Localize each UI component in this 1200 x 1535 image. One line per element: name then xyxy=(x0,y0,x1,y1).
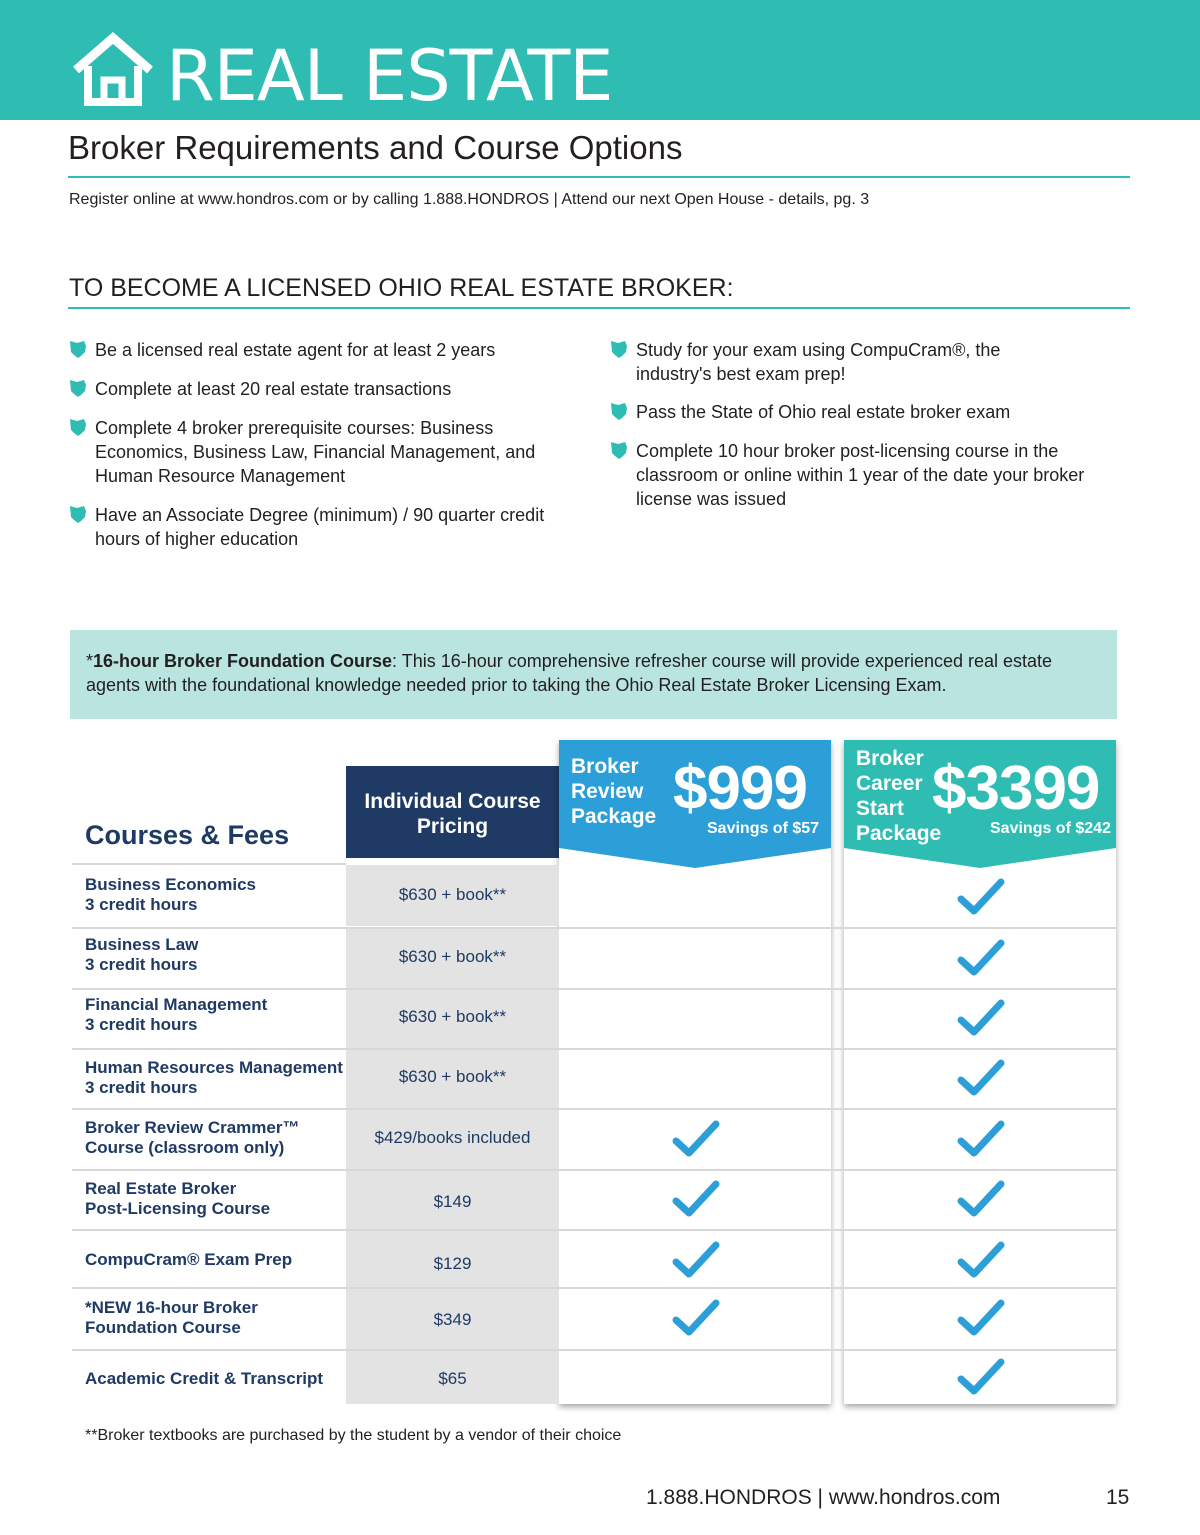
row-divider xyxy=(72,1349,1116,1351)
ohio-bullet-icon xyxy=(610,441,628,460)
requirements-right xyxy=(610,338,1130,511)
checkmark-icon xyxy=(957,1179,1005,1219)
package-price: $3399 xyxy=(932,754,1100,823)
ohio-bullet-icon xyxy=(69,379,87,398)
requirement-item: Have an Associate Degree (minimum) / 90 quarter credit hours of higher education xyxy=(69,503,549,551)
ohio-bullet-icon xyxy=(69,505,87,524)
table-row-price: $349 xyxy=(433,1310,472,1329)
ohio-bullet-icon xyxy=(610,402,628,421)
requirement-item: Be a licensed real estate agent for at least 2 years xyxy=(69,338,549,362)
note-course-name: 16-hour Broker Foundation Course xyxy=(93,651,393,671)
checkmark-icon xyxy=(957,1298,1005,1338)
requirements-left xyxy=(69,338,549,551)
footer-contact: 1.888.HONDROS | www.hondros.com xyxy=(646,1486,1001,1509)
table-row-label: Human Resources Management 3 credit hours xyxy=(85,1058,343,1097)
ohio-bullet-icon xyxy=(69,418,87,437)
page-number: 15 xyxy=(1106,1486,1130,1509)
package-price: $999 xyxy=(673,754,807,823)
row-divider xyxy=(72,988,1116,990)
package-savings: Savings of $242 xyxy=(990,820,1111,837)
package-savings: Savings of $57 xyxy=(707,820,820,837)
checkmark-icon xyxy=(672,1179,720,1219)
checkmark-icon xyxy=(957,1240,1005,1280)
footnote: **Broker textbooks are purchased by the student by a vendor of their choice xyxy=(85,1427,622,1444)
checkmark-icon xyxy=(957,1119,1005,1159)
requirement-item: Complete 10 hour broker post-licensing course in the classroom or online within 1 year of the date your broker license was issued xyxy=(610,439,1130,511)
row-divider xyxy=(72,1169,1116,1171)
checkmark-icon xyxy=(957,877,1005,917)
table-row-price: $65 xyxy=(438,1369,467,1388)
table-row-price: $149 xyxy=(433,1192,472,1211)
requirement-item: Study for your exam using CompuCram®, the industry's best exam prep! xyxy=(610,338,1010,386)
table-row-label: Financial Management 3 credit hours xyxy=(85,995,268,1034)
table-row-label: Broker Review Crammer™ Course (classroom only) xyxy=(85,1118,300,1157)
package-name: Broker Career Start Package xyxy=(856,747,942,845)
checkmark-icon xyxy=(957,998,1005,1038)
register-line: Register online at www.hondros.com or by calling 1.888.HONDROS | Attend our next Open House - details, pg. 3 xyxy=(69,191,870,208)
table-row-price: $630 + book** xyxy=(398,885,507,904)
checkmark-icon xyxy=(957,1058,1005,1098)
checkmark-icon xyxy=(957,938,1005,978)
section-heading: TO BECOME A LICENSED OHIO REAL ESTATE BROKER: xyxy=(69,274,734,302)
requirement-item: Pass the State of Ohio real estate broker exam xyxy=(610,400,1130,424)
table-row-label: Business Law 3 credit hours xyxy=(85,935,199,974)
divider xyxy=(68,176,1130,178)
note-text: : This 16-hour comprehensive refresher course will provide experienced real estate agents with the foundational knowledge needed prior to taking the Ohio Real Estate Broker Licensing Exam. xyxy=(86,651,1053,695)
row-divider xyxy=(72,1287,1116,1289)
courses-fees-title: Courses & Fees xyxy=(85,820,290,850)
row-divider xyxy=(72,863,346,865)
individual-pricing-header: Individual Course Pricing xyxy=(346,766,559,858)
house-icon xyxy=(68,30,158,110)
row-divider xyxy=(72,1108,1116,1110)
row-divider xyxy=(72,1229,1116,1231)
table-row-label: CompuCram® Exam Prep xyxy=(85,1250,293,1269)
requirement-item: Complete 4 broker prerequisite courses: Business Economics, Business Law, Financial Management, and Human Resource Management xyxy=(69,416,549,488)
row-divider xyxy=(72,1048,1116,1050)
header-banner xyxy=(0,0,1200,120)
table-row-label: Academic Credit & Transcript xyxy=(85,1369,324,1388)
page-subtitle: Broker Requirements and Course Options xyxy=(68,129,683,166)
table-row-price: $630 + book** xyxy=(398,1007,507,1026)
checkmark-icon xyxy=(957,1357,1005,1397)
checkmark-icon xyxy=(672,1119,720,1159)
table-row-price: $429/books included xyxy=(374,1128,531,1147)
checkmark-icon xyxy=(672,1298,720,1338)
package-name: Broker Review Package xyxy=(571,755,657,828)
table-row-price: $129 xyxy=(433,1254,472,1273)
row-divider xyxy=(72,927,1116,929)
table-row-label: Business Economics 3 credit hours xyxy=(85,875,257,914)
ohio-bullet-icon xyxy=(610,340,628,359)
table-row-label: *NEW 16-hour Broker Foundation Course xyxy=(85,1298,258,1337)
foundation-course-note: *16-hour Broker Foundation Course: This 16-hour comprehensive refresher course will provide experienced real estate agents with the foundational knowledge needed prior to taking the Ohio Real Estate Broker Licensing Exam. xyxy=(70,630,1117,719)
ohio-bullet-icon xyxy=(69,340,87,359)
banner-title: REAL ESTATE xyxy=(166,35,613,117)
table-row-price: $630 + book** xyxy=(398,947,507,966)
divider xyxy=(68,307,1130,309)
table-row-price: $630 + book** xyxy=(398,1067,507,1086)
table-row-label: Real Estate Broker Post-Licensing Course xyxy=(85,1179,271,1218)
checkmark-icon xyxy=(672,1240,720,1280)
requirement-item: Complete at least 20 real estate transactions xyxy=(69,377,549,401)
